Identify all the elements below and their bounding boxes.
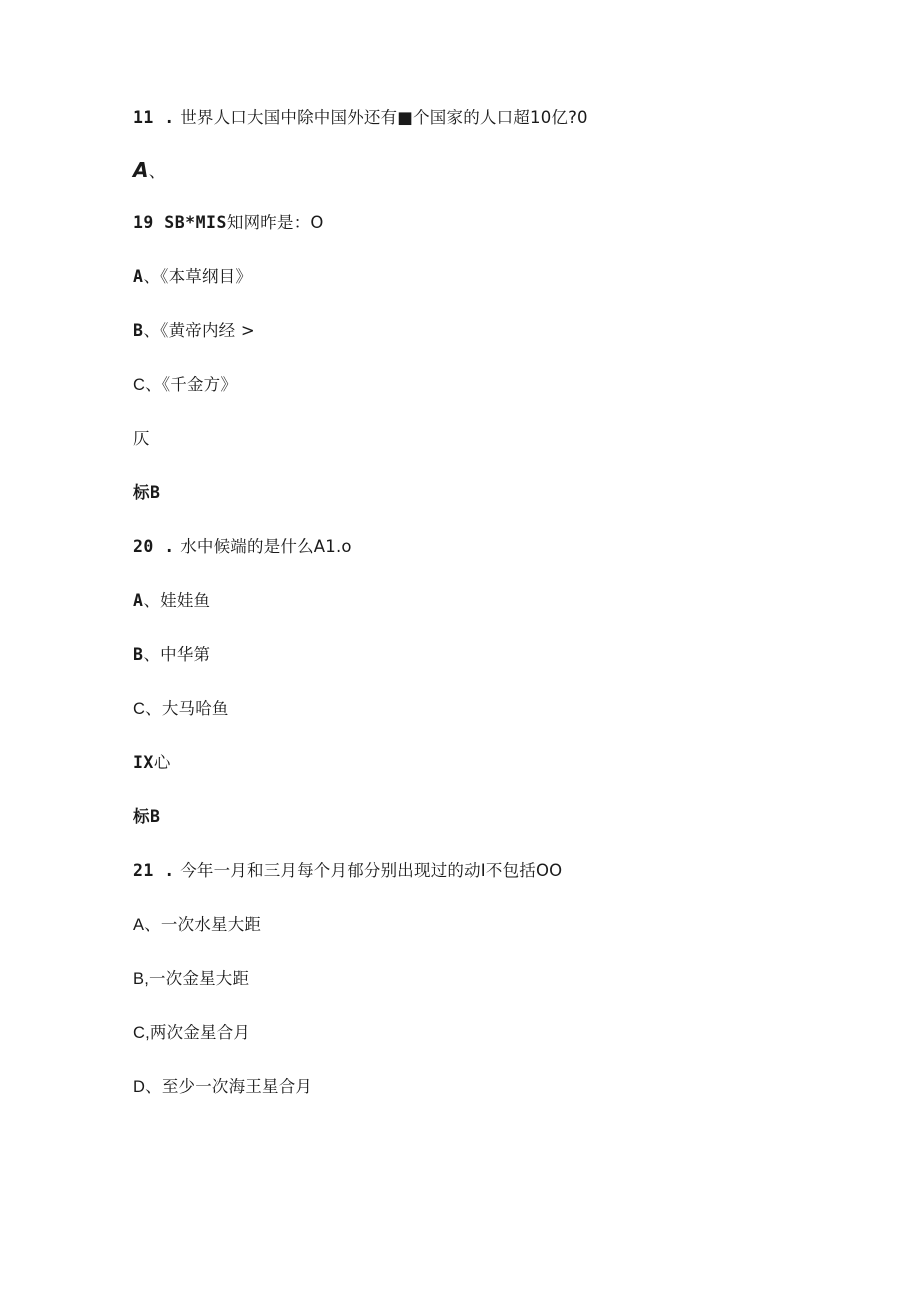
option-c: [133, 375, 237, 395]
option-a: [133, 915, 261, 935]
answer-mark: [133, 807, 160, 827]
option-a-empty: [133, 160, 165, 182]
question-text: 今年一月和三月每个月郁分别出现过的动I不包括OO: [180, 861, 563, 880]
option-text: C,两次金星合月: [133, 1024, 251, 1042]
option-letter: A: [133, 267, 144, 286]
question-number: 11 .: [133, 108, 175, 127]
option-text: 、中华第: [143, 645, 211, 664]
question-11: [133, 108, 588, 128]
answer-mark: [133, 483, 160, 503]
answer-prefix: IX: [133, 753, 154, 772]
option-text: 、《本草纲目》: [143, 267, 253, 286]
question-19: [133, 213, 324, 233]
answer-text: 标B: [133, 807, 161, 826]
question-20: [133, 537, 352, 557]
option-a: [133, 267, 252, 287]
option-b: [133, 969, 249, 989]
answer-label: [133, 753, 171, 773]
question-text: 世界人口大国中除中国外还有■个国家的人口超10亿?0: [180, 108, 588, 127]
option-letter: B: [133, 645, 144, 664]
option-letter: A: [133, 158, 149, 182]
option-letter: B: [133, 321, 144, 340]
option-d: [133, 1077, 312, 1097]
question-text: 知网昨是：O: [226, 213, 324, 232]
answer-label: [133, 429, 150, 449]
option-letter: A: [133, 591, 144, 610]
question-number: 20 .: [133, 537, 175, 556]
option-a: [133, 591, 210, 611]
option-text: 、: [148, 162, 166, 181]
option-c: [133, 1023, 250, 1043]
option-text: 、《千金方》: [145, 375, 238, 394]
option-text: 、《黄帝内经 >: [143, 321, 255, 340]
answer-text: 心: [153, 753, 171, 772]
answer-text: 仄: [133, 429, 150, 448]
option-text: B,一次金星大距: [133, 970, 250, 988]
option-text: 、大马哈鱼: [145, 699, 229, 718]
option-letter: C: [133, 700, 146, 718]
option-text: D、至少一次海王星合月: [133, 1078, 313, 1096]
question-number: 21 .: [133, 861, 175, 880]
option-text: 、娃娃鱼: [143, 591, 211, 610]
option-b: [133, 321, 255, 341]
answer-text: 标B: [133, 483, 161, 502]
question-21: [133, 861, 562, 881]
option-c: [133, 699, 229, 719]
question-text: 水中候端的是什么A1.o: [180, 537, 352, 556]
option-b: [133, 645, 210, 665]
option-letter: C: [133, 376, 146, 394]
option-text: A、一次水星大距: [133, 916, 262, 934]
question-number: 19 SB*MIS: [133, 213, 227, 232]
